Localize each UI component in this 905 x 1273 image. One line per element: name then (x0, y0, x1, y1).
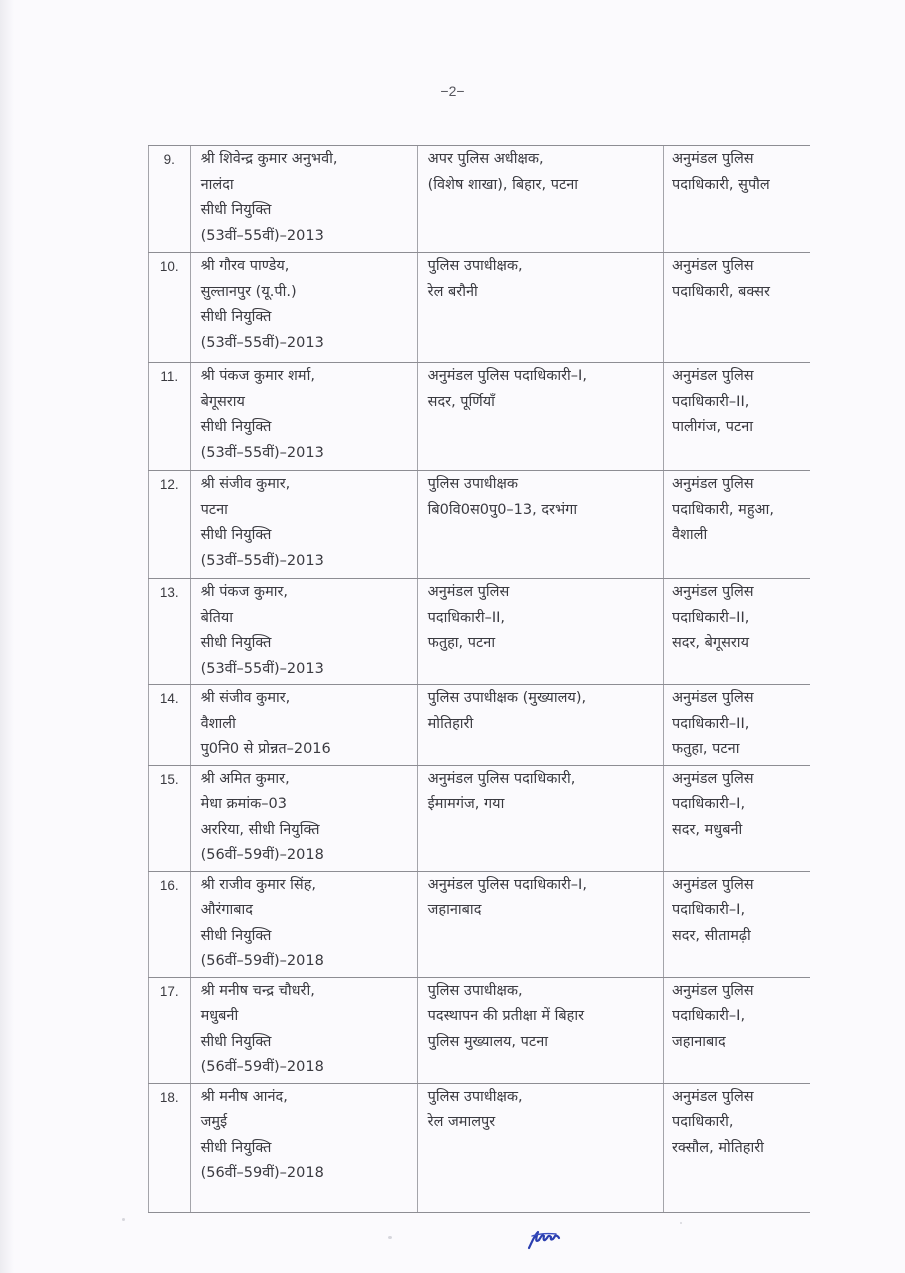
current-posting-line: बि0वि0स0पु0–13, दरभंगा (427, 501, 578, 518)
new-posting-line: पदाधिकारी–I, (671, 1008, 746, 1024)
table-row (149, 871, 811, 977)
officer-details-line: सीधी नियुक्ति (200, 527, 272, 543)
new-posting-line: पालीगंज, पटना (671, 419, 754, 435)
officer-details-line: सीधी नियुक्ति (200, 1139, 272, 1156)
officer-details-line: (53वीं–55वीं)–2013 (200, 227, 324, 244)
new-posting-line: पदाधिकारी, महुआ, (671, 501, 774, 518)
serial-number: 15. (149, 765, 191, 871)
new-posting-cell (663, 1083, 810, 1212)
officer-details-line: श्री मनीष चन्द्र चौधरी, (200, 982, 315, 999)
serial-number: 12. (149, 471, 191, 579)
officer-details-cell (190, 579, 417, 685)
officer-details-line: (53वीं–55वीं)–2013 (200, 552, 324, 569)
officer-details-line: सुल्तानपुर (यू.पी.) (200, 283, 297, 300)
current-posting-cell (417, 871, 663, 977)
new-posting-cell (663, 685, 810, 766)
new-posting-line: अनुमंडल पुलिस (671, 258, 754, 274)
current-posting-cell (417, 977, 663, 1083)
new-posting-line: जहानाबाद (671, 1033, 726, 1050)
new-posting-cell (663, 579, 810, 685)
officer-details-line: मधुबनी (200, 1008, 239, 1024)
officer-details-line: पु0नि0 से प्रोन्नत–2016 (200, 741, 331, 757)
serial-number: 13. (149, 579, 191, 685)
new-posting-line: अनुमंडल पुलिस (671, 1088, 754, 1105)
officer-details-line: श्री राजीव कुमार सिंह, (200, 876, 317, 893)
new-posting-cell (663, 471, 810, 579)
new-posting-line: अनुमंडल पुलिस (671, 151, 754, 167)
current-posting-line: फतुहा, पटना (427, 635, 496, 651)
serial-number: 14. (149, 685, 191, 766)
officer-details-line: श्री अमित कुमार, (200, 770, 290, 787)
officer-details-line: सीधी नियुक्ति (200, 1033, 272, 1050)
scan-speck (680, 1222, 682, 1224)
page-edge (0, 0, 14, 1273)
officer-details-cell (190, 765, 417, 871)
table-body (149, 146, 811, 1213)
officer-details-line: श्री संजीव कुमार, (200, 690, 291, 706)
table-row (149, 765, 811, 871)
current-posting-line: सदर, पूर्णियाँ (427, 393, 495, 410)
current-posting-line: अनुमंडल पुलिस पदाधिकारी–I, (427, 368, 587, 384)
new-posting-cell (663, 146, 810, 253)
current-posting-line: पुलिस उपाधीक्षक, (427, 1088, 523, 1105)
new-posting-cell (663, 363, 810, 471)
officer-details-line: जमुई (200, 1114, 228, 1130)
current-posting-line: पुलिस उपाधीक्षक (मुख्यालय), (427, 690, 587, 706)
table-row (149, 253, 811, 363)
table-row (149, 685, 811, 766)
table-row (149, 146, 811, 253)
new-posting-line: सदर, बेगूसराय (671, 635, 749, 651)
officer-details-line: मेधा क्रमांक–03 (200, 796, 287, 812)
current-posting-line: अपर पुलिस अधीक्षक, (427, 151, 544, 167)
table-row (149, 977, 811, 1083)
officer-details-line: (53वीं–55वीं)–2013 (200, 334, 324, 351)
officer-details-line: बेगूसराय (200, 393, 245, 410)
officer-details-line: (53वीं–55वीं)–2013 (200, 660, 324, 677)
serial-number: 18. (149, 1083, 191, 1212)
officer-details-line: अररिया, सीधी नियुक्ति (200, 821, 320, 838)
new-posting-line: पदाधिकारी–I, (671, 902, 746, 918)
current-posting-cell (417, 253, 663, 363)
serial-number: 16. (149, 871, 191, 977)
new-posting-line: अनुमंडल पुलिस (671, 876, 754, 893)
officer-details-line: सीधी नियुक्ति (200, 635, 272, 651)
serial-number: 11. (149, 363, 191, 471)
current-posting-line: ईमामगंज, गया (427, 796, 505, 812)
current-posting-cell (417, 471, 663, 579)
officer-details-cell (190, 471, 417, 579)
officer-details-cell (190, 977, 417, 1083)
signature-initials-icon (526, 1228, 562, 1250)
officer-details-line: नालंदा (200, 176, 234, 193)
current-posting-line: पुलिस उपाधीक्षक, (427, 258, 523, 274)
officer-details-cell (190, 253, 417, 363)
new-posting-line: पदाधिकारी, (671, 1114, 734, 1130)
current-posting-line: पुलिस उपाधीक्षक (427, 476, 519, 492)
new-posting-line: अनुमंडल पुलिस (671, 982, 754, 999)
officer-details-line: श्री गौरव पाण्डेय, (200, 258, 290, 274)
officer-details-line: (56वीं–59वीं)–2018 (200, 953, 324, 969)
officer-details-cell (190, 363, 417, 471)
new-posting-line: सदर, मधुबनी (671, 821, 743, 838)
new-posting-cell (663, 871, 810, 977)
serial-number: 9. (149, 146, 191, 253)
transfer-postings-table (148, 145, 810, 1213)
current-posting-line: पुलिस उपाधीक्षक, (427, 982, 523, 999)
officer-details-line: सीधी नियुक्ति (200, 419, 272, 435)
new-posting-line: अनुमंडल पुलिस (671, 770, 754, 787)
scan-speck (122, 1218, 125, 1221)
current-posting-cell (417, 685, 663, 766)
scan-speck (388, 1236, 392, 1239)
table-row (149, 363, 811, 471)
current-posting-cell (417, 765, 663, 871)
current-posting-line: पुलिस मुख्यालय, पटना (427, 1033, 548, 1050)
new-posting-line: अनुमंडल पुलिस (671, 368, 754, 384)
officer-details-line: (56वीं–59वीं)–2018 (200, 847, 324, 863)
table-row (149, 579, 811, 685)
officer-details-line: श्री मनीष आनंद, (200, 1088, 288, 1105)
new-posting-cell (663, 977, 810, 1083)
new-posting-line: पदाधिकारी, बक्सर (671, 283, 770, 300)
new-posting-line: पदाधिकारी–II, (671, 393, 750, 410)
officer-details-line: बेतिया (200, 609, 234, 626)
serial-number: 10. (149, 253, 191, 363)
current-posting-line: रेल जमालपुर (427, 1114, 496, 1130)
officer-details-line: सीधी नियुक्ति (200, 927, 272, 944)
new-posting-line: पदाधिकारी–I, (671, 796, 746, 812)
current-posting-line: पदस्थापन की प्रतीक्षा में बिहार (427, 1008, 585, 1024)
table-row (149, 471, 811, 579)
officer-details-line: (53वीं–55वीं)–2013 (200, 444, 324, 461)
officer-details-line: सीधी नियुक्ति (200, 309, 272, 325)
new-posting-cell (663, 253, 810, 363)
current-posting-line: मोतिहारी (427, 715, 474, 732)
new-posting-line: पदाधिकारी–II, (671, 609, 750, 626)
current-posting-line: पदाधिकारी–II, (427, 609, 505, 626)
officer-details-line: वैशाली (200, 715, 236, 732)
officer-details-line: श्री संजीव कुमार, (200, 476, 291, 492)
officer-details-line: श्री पंकज कुमार शर्मा, (200, 368, 315, 384)
serial-number: 17. (149, 977, 191, 1083)
officer-details-cell (190, 871, 417, 977)
officer-details-line: सीधी नियुक्ति (200, 202, 272, 218)
current-posting-cell (417, 1083, 663, 1212)
new-posting-line: पदाधिकारी, सुपौल (671, 176, 770, 193)
current-posting-cell (417, 146, 663, 253)
officer-details-line: श्री पंकज कुमार, (200, 584, 289, 600)
officer-details-line: (56वीं–59वीं)–2018 (200, 1165, 324, 1181)
page-number: −2− (440, 83, 465, 99)
new-posting-cell (663, 765, 810, 871)
officer-details-cell (190, 146, 417, 253)
current-posting-line: जहानाबाद (427, 902, 482, 918)
current-posting-line: रेल बरौनी (427, 283, 478, 300)
current-posting-line: अनुमंडल पुलिस पदाधिकारी, (427, 770, 576, 787)
current-posting-line: अनुमंडल पुलिस (427, 584, 510, 600)
new-posting-line: पदाधिकारी–II, (671, 715, 750, 732)
current-posting-cell (417, 579, 663, 685)
new-posting-line: वैशाली (671, 527, 708, 543)
new-posting-line: सदर, सीतामढ़ी (671, 927, 751, 944)
officer-details-line: श्री शिवेन्द्र कुमार अनुभवी, (200, 151, 338, 167)
officer-details-line: (56वीं–59वीं)–2018 (200, 1059, 324, 1075)
officer-details-line: औरंगाबाद (200, 902, 253, 918)
new-posting-line: अनुमंडल पुलिस (671, 584, 754, 600)
new-posting-line: अनुमंडल पुलिस (671, 690, 754, 706)
current-posting-line: (विशेष शाखा), बिहार, पटना (427, 176, 579, 193)
table-row (149, 1083, 811, 1212)
officer-details-cell (190, 685, 417, 766)
current-posting-line: अनुमंडल पुलिस पदाधिकारी–I, (427, 876, 587, 893)
officer-details-cell (190, 1083, 417, 1212)
new-posting-line: रक्सौल, मोतिहारी (671, 1139, 764, 1156)
new-posting-line: फतुहा, पटना (671, 741, 740, 757)
current-posting-cell (417, 363, 663, 471)
new-posting-line: अनुमंडल पुलिस (671, 476, 754, 492)
officer-details-line: पटना (200, 501, 228, 518)
